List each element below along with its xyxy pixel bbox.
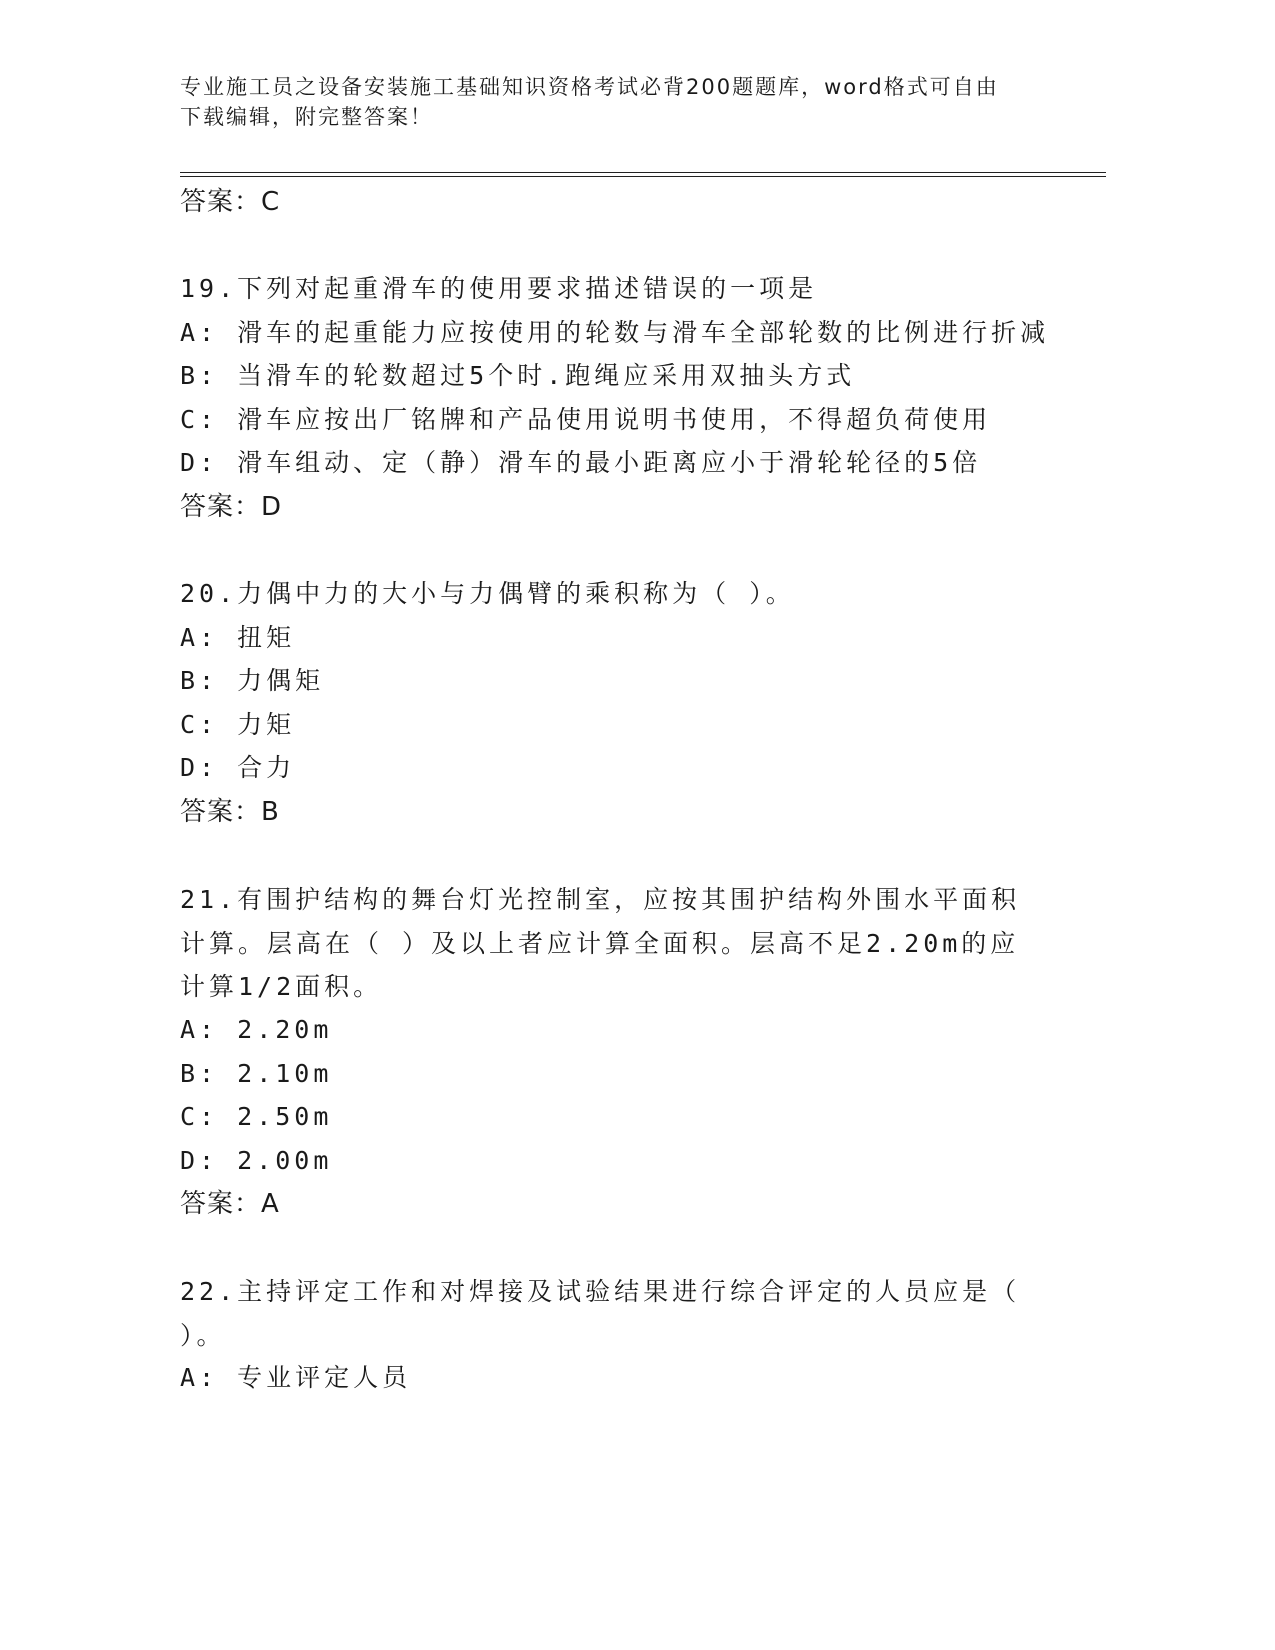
question-21-option-a: A: 2.20m xyxy=(180,1015,333,1044)
question-20-option-c: C: 力矩 xyxy=(180,710,296,739)
question-21-stem: 21.有围护结构的舞台灯光控制室，应按其围护结构外围水平面积计算。层高在（ ）及以上者应计算全面积。层高不足2.20m的应计算1/2面积。 xyxy=(180,885,1021,1001)
header-line-1: 专业施工员之设备安装施工基础知识资格考试必背200题题库，word格式可自由 xyxy=(180,75,999,99)
question-19-stem: 19.下列对起重滑车的使用要求描述错误的一项是 xyxy=(180,274,818,303)
header-divider-bottom xyxy=(180,176,1106,177)
question-22-stem: 22.主持评定工作和对焊接及试验结果进行综合评定的人员应是（ ）。 xyxy=(180,1277,1021,1350)
question-21-answer: 答案：A xyxy=(180,1189,280,1219)
question-21-option-b: B: 2.10m xyxy=(180,1059,333,1088)
question-19-option-a: A: 滑车的起重能力应按使用的轮数与滑车全部轮数的比例进行折减 xyxy=(180,318,1050,347)
question-21-option-d: D: 2.00m xyxy=(180,1146,333,1175)
previous-answer: 答案：C xyxy=(180,187,281,217)
document-header xyxy=(180,72,1040,132)
question-20-option-b: B: 力偶矩 xyxy=(180,666,325,695)
question-22-option-a: A: 专业评定人员 xyxy=(180,1363,412,1392)
question-20-option-d: D: 合力 xyxy=(180,753,296,782)
question-19-answer: 答案：D xyxy=(180,492,283,522)
question-19-option-b: B: 当滑车的轮数超过5个时.跑绳应采用双抽头方式 xyxy=(180,361,856,390)
question-19-option-c: C: 滑车应按出厂铭牌和产品使用说明书使用，不得超负荷使用 xyxy=(180,405,992,434)
question-19-option-d: D: 滑车组动、定（静）滑车的最小距离应小于滑轮轮径的5倍 xyxy=(180,448,982,477)
question-20-answer: 答案：B xyxy=(180,797,280,827)
question-21-option-c: C: 2.50m xyxy=(180,1102,333,1131)
header-divider-top xyxy=(180,172,1106,173)
question-20-option-a: A: 扭矩 xyxy=(180,623,296,652)
question-20-stem: 20.力偶中力的大小与力偶臂的乘积称为（ ）。 xyxy=(180,579,795,608)
header-line-2: 下载编辑，附完整答案！ xyxy=(180,105,433,129)
